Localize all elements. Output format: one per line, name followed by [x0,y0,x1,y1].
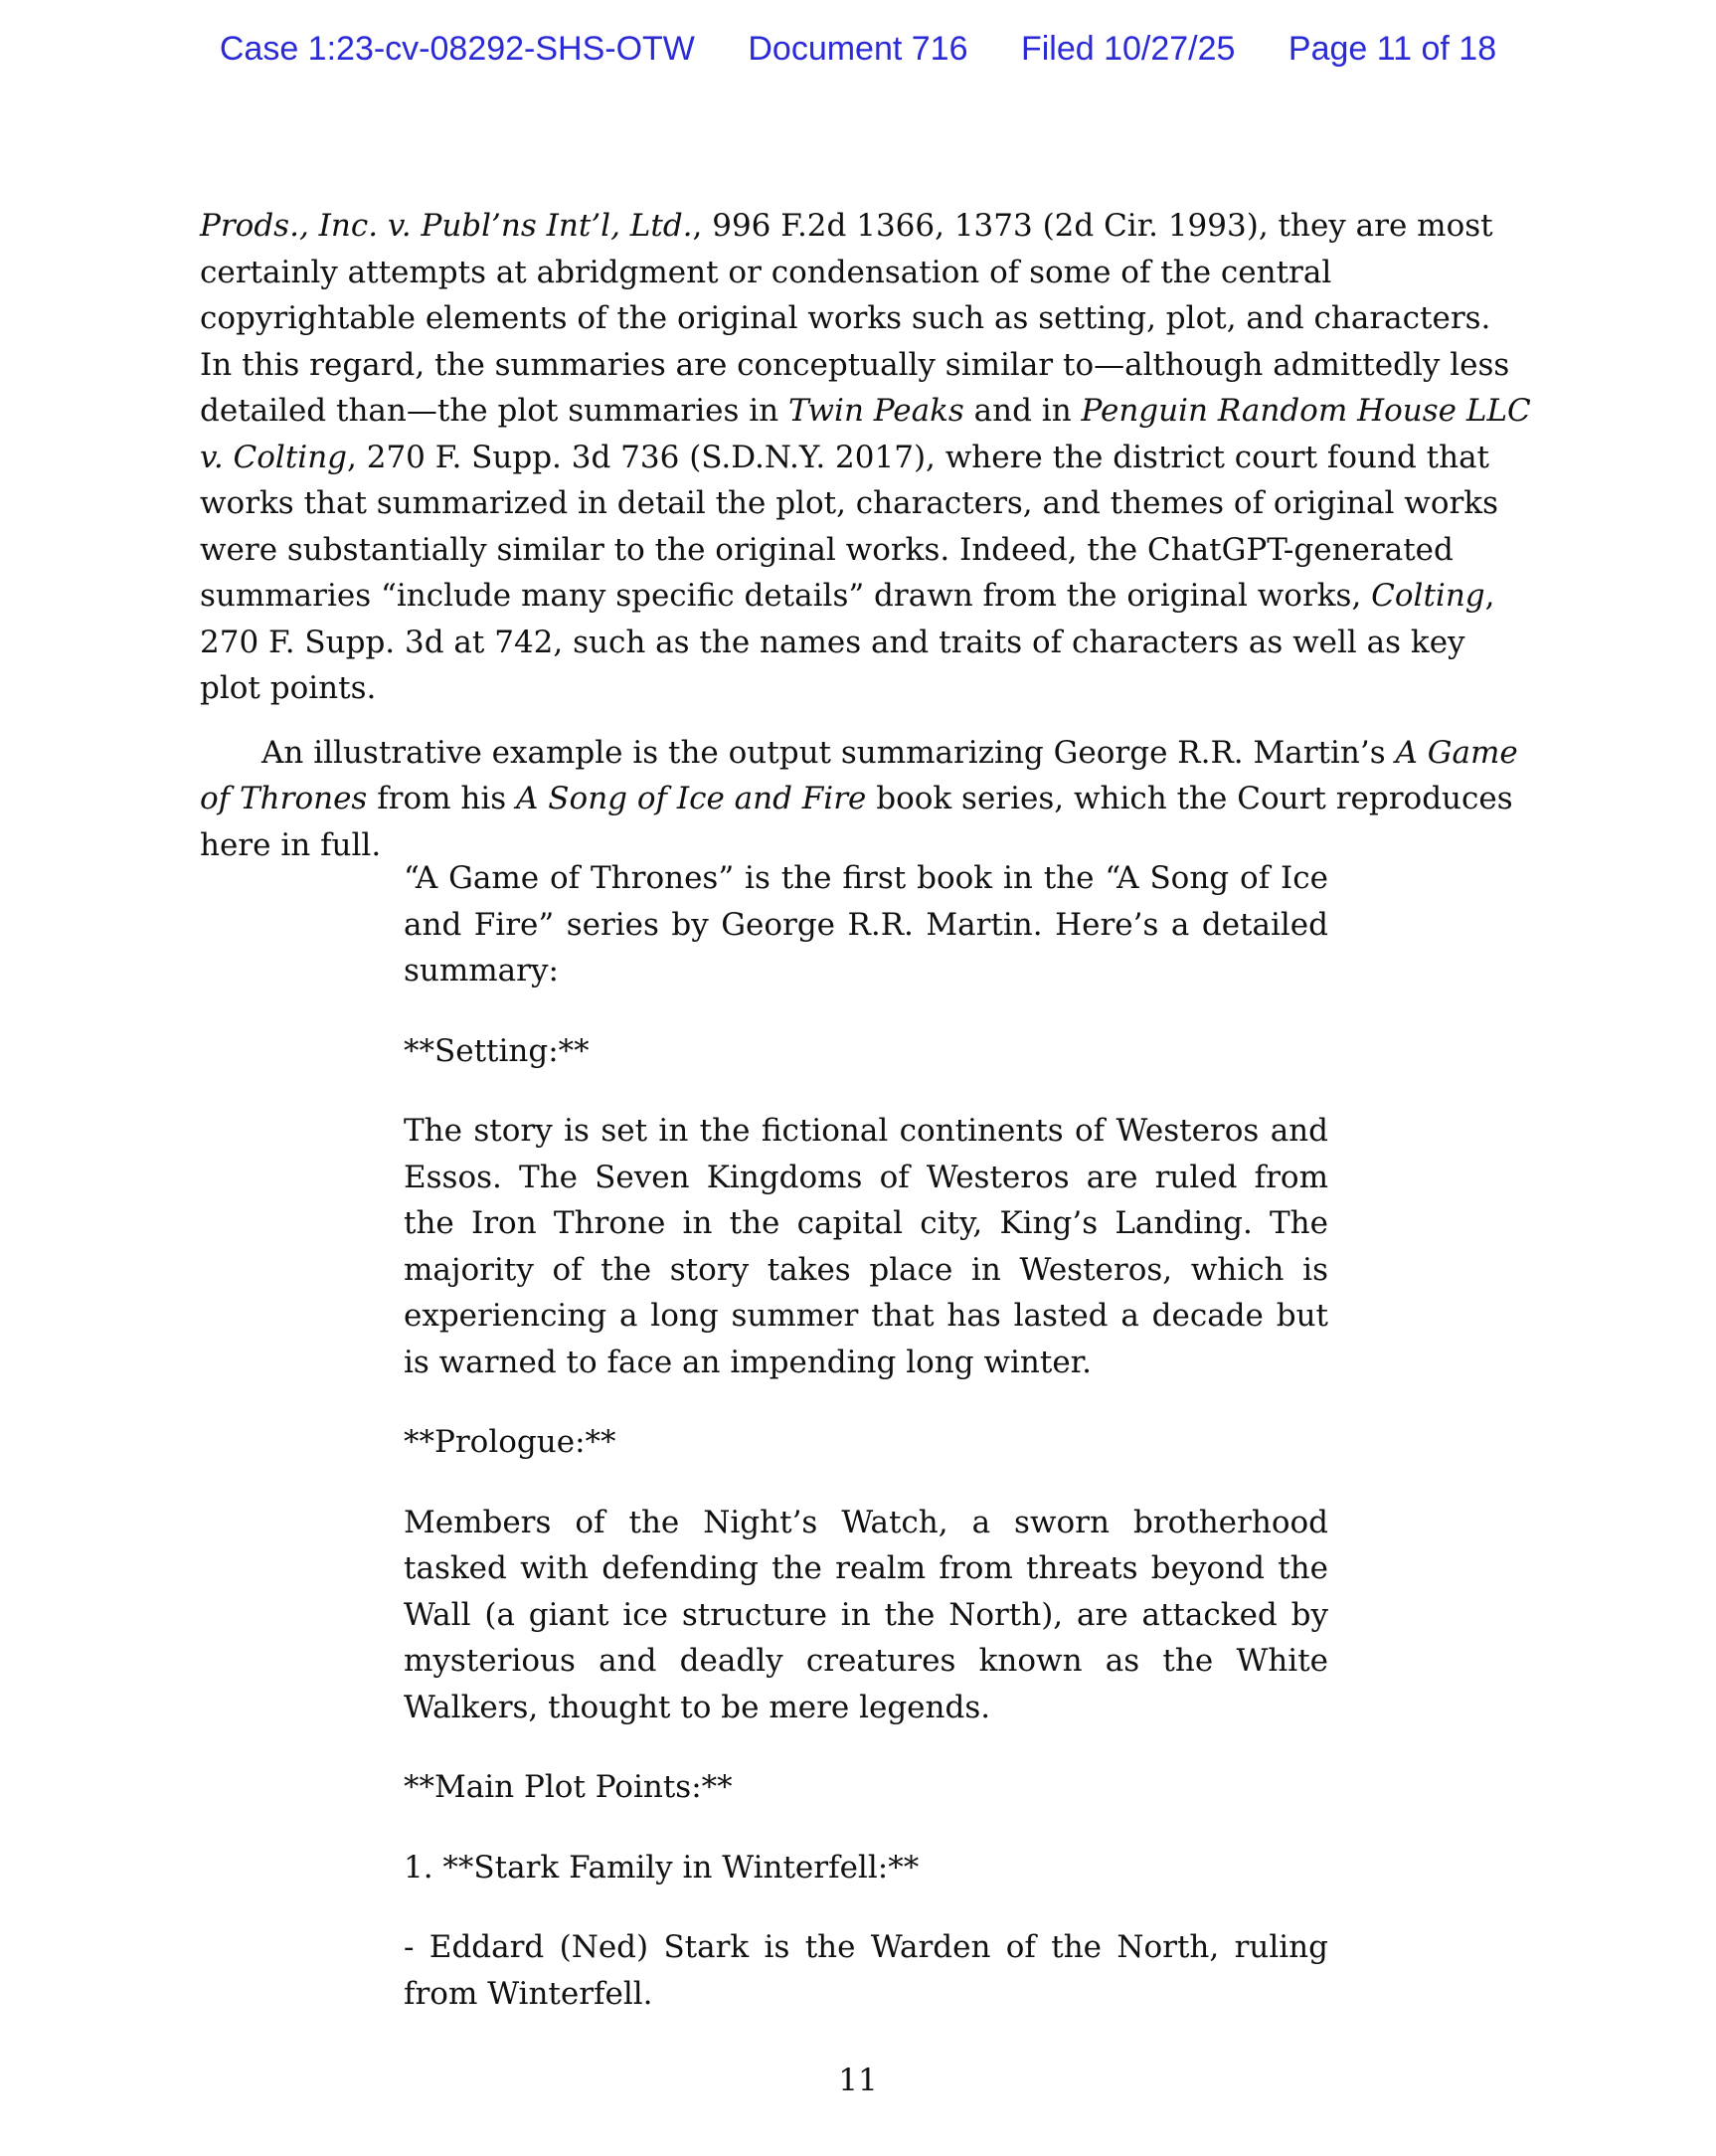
quote-eddard-item: - Eddard (Ned) Stark is the Warden of the North, ruling from Winterfell. [404,1929,1328,2012]
paragraph-1-text-3: , 270 F. Supp. 3d 736 (S.D.N.Y. 2017), where the district court found that works that summarized in detail the plot, characters, and themes of original works were substantially similar to the original works. Indeed, the ChatGPT-generated summaries “include many specific details” drawn from the original works, [200,439,1498,614]
filed-date: Filed 10/27/25 [1020,30,1236,68]
case-citation-colting: Colting [1371,578,1485,614]
paragraph-2-text-2: from his [367,781,517,816]
paragraph-2-text-3: book series, which the Court reproduces here in full. [200,781,1513,863]
paragraph-2-text-1: An illustrative example is the output summarizing George R.R. Martin’s [261,734,1396,771]
ecf-header [0,30,1716,69]
paragraph-1-text-2: and in [963,393,1082,429]
quote-setting-heading: **Setting:** [404,1032,590,1069]
page-count: Page 11 of 18 [1287,30,1497,68]
quote-intro: “A Game of Thrones” is the first book in the “A Song of Ice and Fire” series by George R.R. Martin. Here’s a detailed summary: [404,860,1328,988]
series-title-asoiaf: A Song of Ice and Fire [516,781,867,816]
paragraph-1-text-1: , 996 F.2d 1366, 1373 (2d Cir. 1993), they are most certainly attempts at abridgment or condensation of some of the central copyrightable elements of the original works such as setting, plot, and characters. In this regard, the summaries are conceptually similar to—although admittedly less detailed than—the plot summaries in [200,208,1510,429]
book-title-agot: A Game of Thrones [200,734,1518,816]
block-quote [404,855,1328,2017]
body-text [200,203,1532,868]
case-citation-penguin: Penguin Random House LLC v. Colting [200,393,1531,475]
page-number: 11 [838,2063,878,2098]
quote-prologue-text: Members of the Night’s Watch, a sworn brotherhood tasked with defending the realm from threats beyond the Wall (a giant ice structure in the North), are attacked by mysterious and deadly creatures known as the White Walkers, thought to be mere legends. [404,1504,1328,1725]
case-citation-twin-peaks: Twin Peaks [787,393,964,429]
quote-setting-text: The story is set in the fictional continents of Westeros and Essos. The Seven Kingdoms of Westeros are ruled from the Iron Throne in the capital city, King’s Landing. The majority of the story takes place in Westeros, which is experiencing a long summer that has lasted a decade but is warned to face an impending long winter. [404,1113,1328,1380]
paragraph-1 [200,203,1532,712]
case-citation-prods: Prods., Inc. v. Publ’ns Int’l, Ltd. [200,208,693,244]
case-number: Case 1:23-cv-08292-SHS-OTW [219,30,695,68]
paragraph-1-text-4: , 270 F. Supp. 3d at 742, such as the names and traits of characters as well as key plot points. [200,578,1495,706]
document-number: Document 716 [748,30,968,68]
quote-stark-heading: 1. **Stark Family in Winterfell:** [404,1849,920,1886]
paragraph-2 [200,730,1532,869]
quote-main-plot-heading: **Main Plot Points:** [404,1769,733,1805]
quote-prologue-heading: **Prologue:** [404,1424,616,1460]
